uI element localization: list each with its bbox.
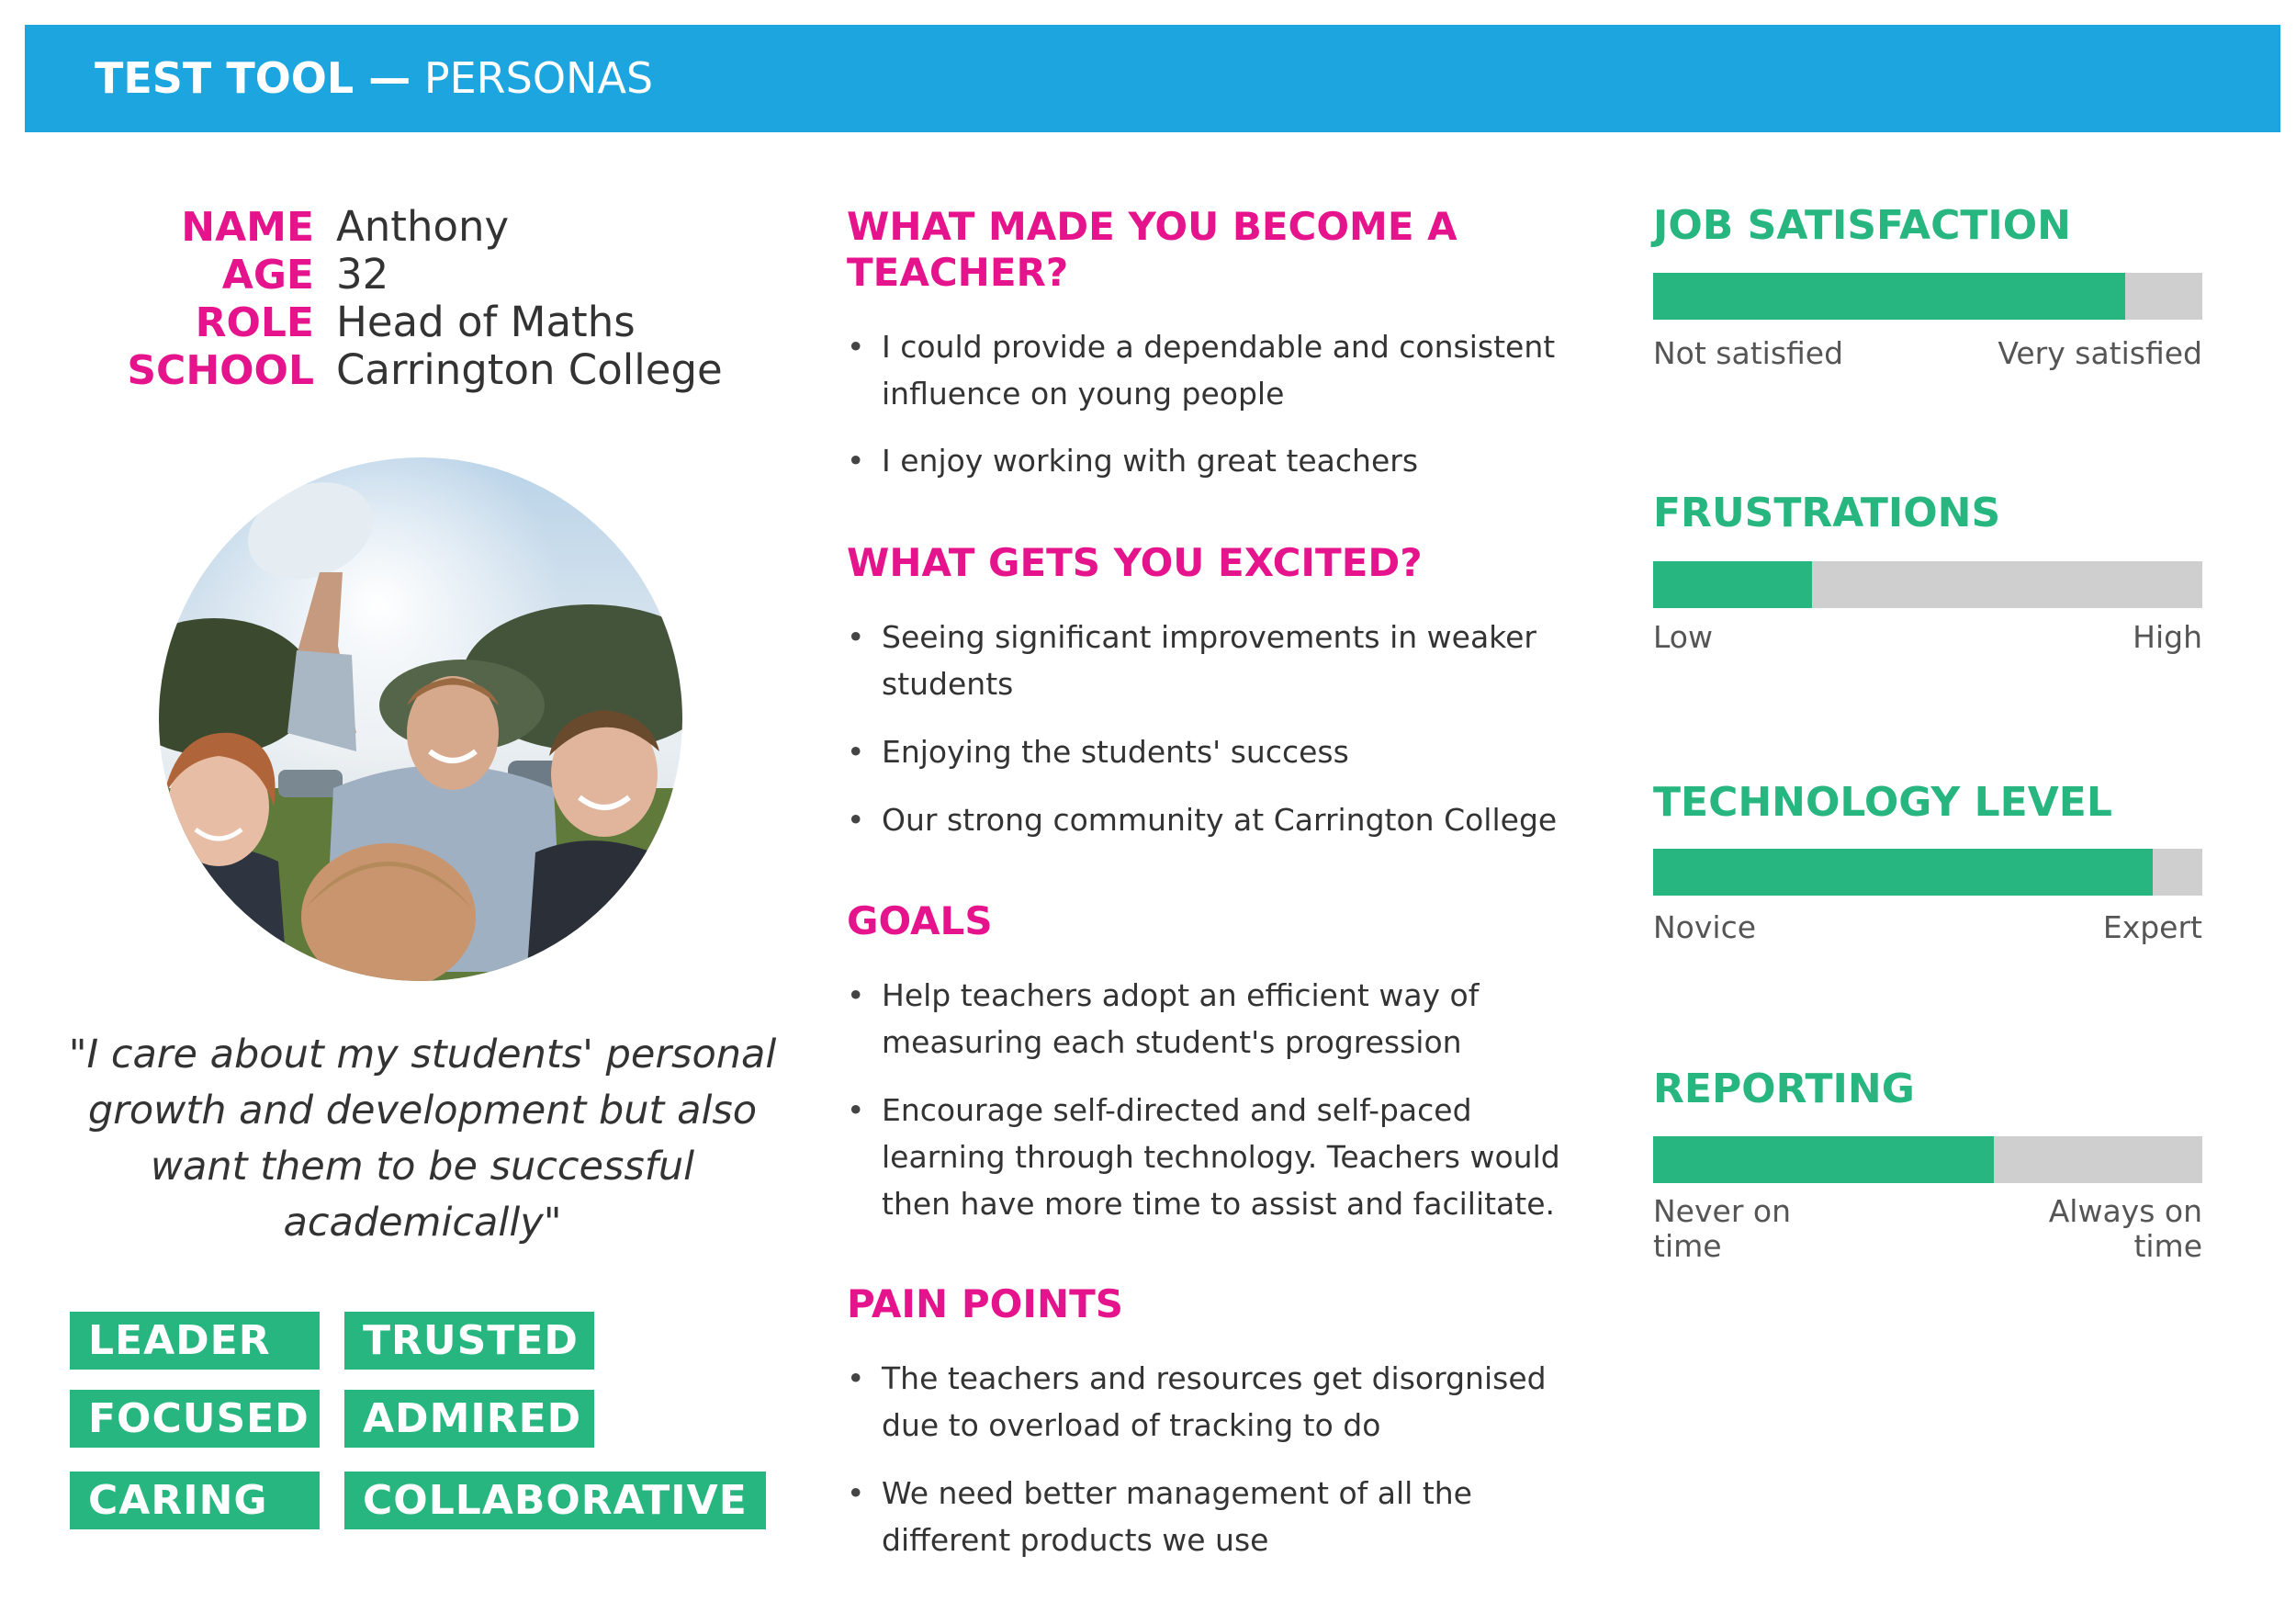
profile-value-age: 32: [336, 250, 389, 299]
scale-high-label: High: [2133, 619, 2202, 655]
reporting-bar-fill: [1653, 1136, 1994, 1183]
profile-label-role: ROLE: [195, 299, 314, 346]
metric-heading-frustrations: FRUSTRATIONS: [1653, 490, 2001, 536]
trait-tag-focused: FOCUSED: [70, 1390, 320, 1448]
list-item: • I enjoy working with great teachers: [847, 437, 1591, 484]
profile-row-name: [92, 202, 723, 250]
scale-low-label: Never on time: [1653, 1193, 1791, 1264]
list-item: • We need better management of all the different products we use: [847, 1470, 1591, 1563]
persona-photo-image: [159, 457, 682, 981]
profile-value-school: Carrington College: [336, 345, 723, 394]
persona-metrics: [1653, 0, 2202, 1624]
scale-high-label: Very satisfied: [1998, 335, 2202, 371]
technology-level-bar-fill: [1653, 849, 2153, 896]
section-heading-excited: WHAT GETS YOU EXCITED?: [847, 540, 1423, 585]
section-heading-goals: GOALS: [847, 898, 993, 943]
scale-high-label: Expert: [2102, 909, 2202, 945]
scale-low-label: Novice: [1653, 909, 1757, 945]
list-item: • Encourage self-directed and self-paced learning through technology. Teachers would then have more time to assist and facilitate.: [847, 1087, 1591, 1227]
metric-heading-reporting: REPORTING: [1653, 1066, 1915, 1112]
list-item: • I could provide a dependable and consistent influence on young people: [847, 323, 1591, 417]
profile-details: [92, 202, 723, 393]
reporting-bar: [1653, 1136, 2202, 1183]
scale-high-label: Always on time: [2048, 1193, 2202, 1264]
scale-low-label: Not satisfied: [1653, 335, 1844, 371]
section-heading-why-teacher-line1: WHAT MADE YOU BECOME A: [847, 204, 1458, 249]
profile-row-age: [92, 250, 723, 298]
job-satisfaction-bar: [1653, 273, 2202, 320]
trait-tag-leader: LEADER: [70, 1312, 320, 1370]
technology-level-bar: [1653, 849, 2202, 896]
trait-tag-trusted: TRUSTED: [344, 1312, 594, 1370]
profile-label-name: NAME: [181, 204, 314, 251]
section-heading-pain-points: PAIN POINTS: [847, 1281, 1123, 1326]
profile-row-role: [92, 298, 723, 345]
persona-photo: [159, 457, 682, 981]
profile-value-name: Anthony: [336, 202, 510, 251]
page-title-light: PERSONAS: [423, 53, 654, 103]
list-item: • Our strong community at Carrington College: [847, 796, 1591, 843]
page-title: [95, 25, 653, 132]
metric-heading-job-satisfaction: JOB SATISFACTION: [1653, 202, 2071, 249]
persona-questions: [847, 0, 1591, 1624]
profile-label-age: AGE: [221, 252, 314, 299]
list-item: • Seeing significant improvements in weaker students: [847, 614, 1591, 707]
page-title-bold: TEST TOOL —: [95, 53, 411, 103]
frustrations-bar: [1653, 561, 2202, 608]
metric-heading-technology-level: TECHNOLOGY LEVEL: [1653, 779, 2112, 826]
trait-tag-caring: CARING: [70, 1472, 320, 1529]
trait-tag-collaborative: COLLABORATIVE: [344, 1472, 766, 1529]
job-satisfaction-bar-fill: [1653, 273, 2125, 320]
profile-row-school: [92, 345, 723, 393]
list-item: • Help teachers adopt an efficient way of measuring each student's progression: [847, 972, 1591, 1066]
persona-quote: "I care about my students' personal growth and development but also want them to be successful academically": [68, 1032, 777, 1246]
frustrations-bar-fill: [1653, 561, 1812, 608]
trait-tag-admired: ADMIRED: [344, 1390, 594, 1448]
list-item: • The teachers and resources get disorgnised due to overload of tracking to do: [847, 1355, 1591, 1449]
scale-low-label: Low: [1653, 619, 1713, 655]
profile-value-role: Head of Maths: [336, 298, 636, 346]
section-heading-why-teacher-line2: TEACHER?: [847, 250, 1069, 295]
list-item: • Enjoying the students' success: [847, 728, 1591, 775]
profile-label-school: SCHOOL: [127, 347, 314, 394]
section-heading-why-teacher: [847, 204, 1458, 296]
